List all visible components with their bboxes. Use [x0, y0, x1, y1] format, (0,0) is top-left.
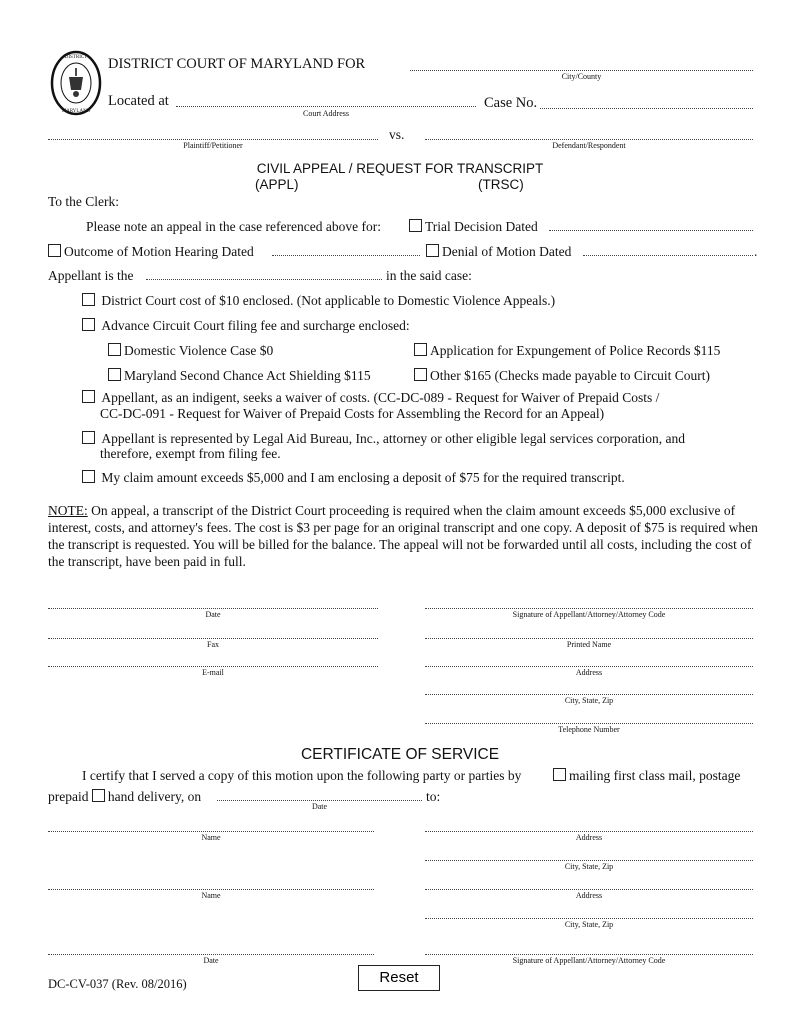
address-field[interactable]: [425, 666, 753, 667]
domestic-violence-checkbox[interactable]: [108, 343, 121, 356]
note-paragraph: [48, 502, 758, 570]
party1-address-field[interactable]: [425, 831, 753, 832]
court-address-caption: Court Address: [303, 109, 349, 118]
form-number: DC-CV-037 (Rev. 08/2016): [48, 977, 187, 991]
service-date-field[interactable]: [217, 800, 422, 801]
telephone-field[interactable]: [425, 723, 753, 724]
cert-signature-field[interactable]: [425, 954, 753, 955]
party1-name-field[interactable]: [48, 831, 374, 832]
please-note-text: Please note an appeal in the case referenced above for:: [86, 219, 381, 234]
city-state-zip-field[interactable]: [425, 694, 753, 695]
address-caption: Address: [575, 668, 603, 677]
certify-text: I certify that I served a copy of this motion upon the following party or parties by: [82, 768, 522, 783]
party2-name-field[interactable]: [48, 889, 374, 890]
hand-delivery-label: hand delivery, on: [107, 789, 202, 804]
trial-decision-date-field[interactable]: [549, 230, 753, 231]
signature-caption: Signature of Appellant/Attorney/Attorney Code: [512, 610, 666, 619]
cost-10-label: District Court cost of $10 enclosed. (Not applicable to Domestic Violence Appeals.): [101, 293, 556, 308]
case-no-label: Case No.: [484, 95, 538, 111]
vs-label: vs.: [389, 127, 405, 142]
party1-address-caption: Address: [575, 833, 603, 842]
service-date-caption: Date: [311, 802, 328, 811]
fax-caption: Fax: [207, 640, 219, 649]
party2-address-field[interactable]: [425, 889, 753, 890]
prepaid-label: prepaid: [48, 789, 89, 804]
mailing-checkbox[interactable]: [553, 768, 566, 781]
certificate-title: CERTIFICATE OF SERVICE: [300, 746, 500, 763]
outcome-motion-checkbox[interactable]: [48, 244, 61, 257]
trial-decision-label: Trial Decision Dated: [425, 219, 538, 234]
city-county-field[interactable]: [410, 70, 753, 71]
claim-deposit-checkbox[interactable]: [82, 470, 95, 483]
party1-city-field[interactable]: [425, 860, 753, 861]
denial-motion-checkbox[interactable]: [426, 244, 439, 257]
appl-code: (APPL): [255, 177, 299, 192]
expungement-checkbox[interactable]: [414, 343, 427, 356]
expungement-label: Application for Expungement of Police Records $115: [430, 343, 721, 358]
email-caption: E-mail: [202, 668, 224, 677]
advance-fee-label: Advance Circuit Court filing fee and surcharge enclosed:: [101, 318, 410, 333]
denial-motion-date-field[interactable]: [583, 255, 753, 256]
legal-aid-checkbox[interactable]: [82, 431, 95, 444]
defendant-field[interactable]: [425, 139, 753, 140]
email-field[interactable]: [48, 666, 378, 667]
legal-aid-label-2: therefore, exempt from filing fee.: [100, 446, 281, 461]
mailing-label: mailing first class mail, postage: [569, 768, 741, 783]
indigent-label-1: Appellant, as an indigent, seeks a waiver of costs. (CC-DC-089 - Request for Waiver of Prepaid Costs /: [101, 390, 660, 405]
printed-name-caption: Printed Name: [566, 640, 612, 649]
appellant-party-field[interactable]: [146, 279, 382, 280]
telephone-caption: Telephone Number: [558, 725, 620, 734]
plaintiff-field[interactable]: [48, 139, 378, 140]
cert-signature-caption: Signature of Appellant/Attorney/Attorney Code: [512, 956, 666, 965]
court-address-field[interactable]: [176, 106, 476, 107]
court-title: DISTRICT COURT OF MARYLAND FOR: [108, 56, 366, 72]
party2-city-caption: City, State, Zip: [564, 920, 614, 929]
indigent-label-2: CC-DC-091 - Request for Waiver of Prepaid Costs for Assembling the Record for an Appeal): [100, 406, 605, 421]
second-chance-label: Maryland Second Chance Act Shielding $115: [124, 368, 371, 383]
party1-city-caption: City, State, Zip: [564, 862, 614, 871]
party2-city-field[interactable]: [425, 918, 753, 919]
date-field[interactable]: [48, 608, 378, 609]
printed-name-field[interactable]: [425, 638, 753, 639]
reset-button[interactable]: Reset: [358, 965, 440, 991]
other-165-checkbox[interactable]: [414, 368, 427, 381]
denial-motion-label: Denial of Motion Dated: [442, 244, 572, 259]
party2-address-caption: Address: [575, 891, 603, 900]
cost-10-checkbox[interactable]: [82, 293, 95, 306]
plaintiff-caption: Plaintiff/Petitioner: [183, 141, 243, 150]
svg-text:DISTRICT: DISTRICT: [64, 55, 88, 60]
located-at-label: Located at: [108, 93, 169, 109]
trsc-code: (TRSC): [478, 177, 524, 192]
hand-delivery-checkbox[interactable]: [92, 789, 105, 802]
other-165-label: Other $165 (Checks made payable to Circuit Court): [430, 368, 711, 383]
cert-date-field[interactable]: [48, 954, 374, 955]
defendant-caption: Defendant/Respondent: [552, 141, 626, 150]
date-caption: Date: [205, 610, 221, 619]
indigent-checkbox[interactable]: [82, 390, 95, 403]
note-label: NOTE:: [48, 503, 88, 518]
signature-field[interactable]: [425, 608, 753, 609]
second-chance-checkbox[interactable]: [108, 368, 121, 381]
city-state-zip-caption: City, State, Zip: [564, 696, 614, 705]
period: .: [754, 244, 758, 259]
advance-fee-checkbox[interactable]: [82, 318, 95, 331]
appellant-is-the-label: Appellant is the: [48, 268, 134, 283]
fax-field[interactable]: [48, 638, 378, 639]
party2-name-caption: Name: [201, 891, 221, 900]
to-label: to:: [426, 789, 441, 804]
trial-decision-checkbox[interactable]: [409, 219, 422, 232]
note-text: On appeal, a transcript of the District Court proceeding is required when the claim amount exceeds $5,000 exclusive of interest, costs, and attorney's fees. The cost is $3 per page for an original transcript and one copy. A deposit of $75 is required when the transcript is requested. You will be billed for the balance. The appeal will not be forwarded until all costs, including the cost of the transcript, have been paid in full.: [48, 503, 758, 569]
cert-date-caption: Date: [203, 956, 219, 965]
domestic-violence-label: Domestic Violence Case $0: [124, 343, 274, 358]
in-said-case-label: in the said case:: [386, 268, 472, 283]
party1-name-caption: Name: [201, 833, 221, 842]
to-clerk: To the Clerk:: [48, 194, 120, 209]
claim-deposit-label: My claim amount exceeds $5,000 and I am enclosing a deposit of $75 for the required transcript.: [101, 470, 625, 485]
outcome-motion-label: Outcome of Motion Hearing Dated: [64, 244, 254, 259]
city-county-caption: City/County: [561, 72, 602, 81]
svg-text:MARYLAND: MARYLAND: [61, 109, 91, 114]
case-no-field[interactable]: [540, 108, 753, 109]
outcome-motion-date-field[interactable]: [272, 255, 420, 256]
form-title: CIVIL APPEAL / REQUEST FOR TRANSCRIPT: [256, 161, 544, 176]
court-seal-logo: [50, 50, 102, 116]
legal-aid-label-1: Appellant is represented by Legal Aid Bureau, Inc., attorney or other eligible legal services corporation, and: [101, 431, 686, 446]
